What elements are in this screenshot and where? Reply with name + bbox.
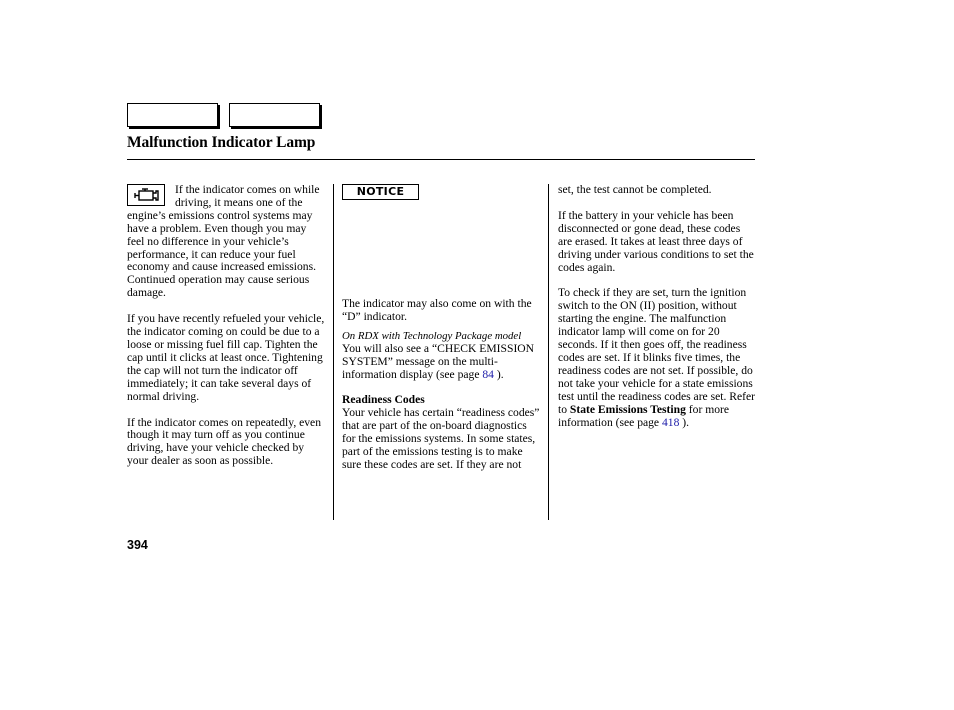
col1-paragraph-1 [127, 184, 325, 300]
title-rule [127, 159, 755, 160]
page-title: Malfunction Indicator Lamp [127, 134, 316, 151]
readiness-codes-heading: Readiness Codes [342, 393, 425, 407]
column-3 [558, 184, 756, 429]
column-divider-2 [548, 184, 549, 520]
page-number: 394 [127, 538, 148, 552]
col1-paragraph-2: If you have recently refueled your vehicle, the indicator coming on could be due to a loose or missing fuel fill cap. Tighten the cap until it clicks at least once. Tightening the cap will not turn the indicator off immediately; it can take several days of normal driving. [127, 312, 325, 403]
col1-p1-text: If the indicator comes on while driving, it means one of the engine’s emissions control systems may have a problem. Even though you may feel no difference in your vehicle’s performance, it can reduce your fuel economy and cause increased emissions. Continued operation may cause serious damage. [127, 183, 320, 300]
col3-p3-end: ). [679, 415, 690, 429]
col2-p2-end: ). [493, 367, 504, 381]
col3-p3-text: To check if they are set, turn the ignition switch to the ON (II) position, without starting the engine. The malfunction indicator lamp will come on for 20 seconds. If it then goes off, the readiness codes are set. If it blinks five times, the readiness codes are not set. If possible, do not take your vehicle for a state emissions test until the readiness codes are set. Refer to [558, 286, 756, 416]
col2-paragraph-1: The indicator may also come on with the “D” indicator. [342, 297, 532, 323]
col1-paragraph-3: If the indicator comes on repeatedly, even though it may turn off as you continue driving, have your vehicle checked by your dealer as soon as possible. [127, 415, 322, 468]
page-link-84[interactable]: 84 [482, 367, 494, 381]
col3-paragraph-2: If the battery in your vehicle has been disconnected or gone dead, these codes are erased. It takes at least three days of driving under various conditions to set the codes again. [558, 208, 754, 274]
notice-label: NOTICE [342, 184, 419, 200]
column-divider-1 [333, 184, 334, 520]
state-emissions-testing-ref: State Emissions Testing [569, 402, 686, 416]
col2-p2-text: You will also see a “CHECK EMISSION SYSTEM” message on the multi-information display (see page [342, 341, 535, 381]
column-1 [127, 184, 325, 468]
col2-paragraph-3: Your vehicle has certain “readiness codes” that are part of the on-board diagnostics for the emissions systems. In some states, part of the emissions testing is to make sure these codes are set. If they are not [342, 406, 540, 471]
col3-paragraph-1: set, the test cannot be completed. [558, 183, 712, 196]
column-2 [342, 184, 540, 472]
nav-button-prev[interactable] [127, 103, 218, 127]
engine-check-icon [127, 184, 165, 206]
model-note: On RDX with Technology Package model [342, 329, 522, 342]
nav-button-next[interactable] [229, 103, 320, 127]
col3-p3-mid: for more information (see page [558, 402, 730, 429]
col3-paragraph-3 [558, 287, 756, 429]
page-link-418[interactable]: 418 [661, 415, 680, 429]
col2-paragraph-2 [342, 343, 540, 382]
